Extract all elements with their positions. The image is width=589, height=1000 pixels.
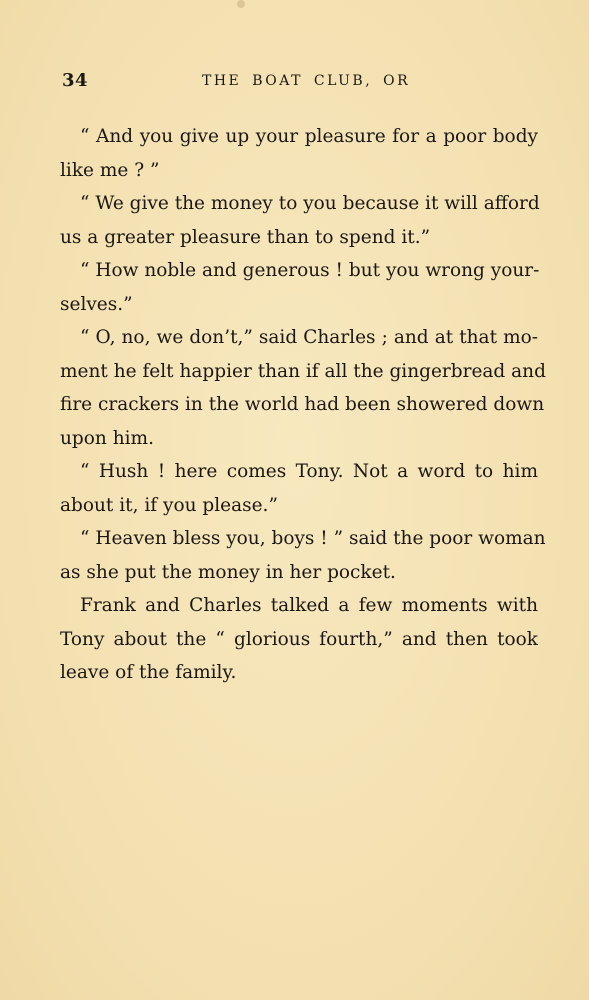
- text-line: leave of the family.: [60, 662, 237, 683]
- text-line: about it, if you please.”: [60, 494, 278, 516]
- text-line: upon him.: [60, 427, 154, 449]
- page-header: [62, 70, 542, 94]
- text-line: fire crackers in the world had been showered down: [60, 394, 545, 415]
- text-line: Frank and Charles talked a few moments with: [80, 595, 538, 616]
- text-line: “ Hush ! here comes Tony. Not a word to him: [80, 461, 538, 482]
- text-line: Tony about the “ glorious fourth,” and then took: [60, 628, 538, 650]
- page-blemish: [237, 0, 245, 8]
- text-line: as she put the money in her pocket.: [60, 561, 396, 583]
- text-line: “ How noble and generous ! but you wrong your-: [80, 260, 540, 281]
- text-line: “ O, no, we don’t,” said Charles ; and at that mo-: [80, 327, 538, 348]
- body-text: [60, 120, 546, 690]
- running-head: THE BOAT CLUB, OR: [202, 73, 411, 89]
- text-line: “ We give the money to you because it will afford: [80, 193, 540, 214]
- page-number: 34: [62, 70, 89, 91]
- text-line: like me ? ”: [60, 159, 160, 181]
- text-line: “ And you give up your pleasure for a poor body: [80, 126, 538, 147]
- text-line: ment he felt happier than if all the gingerbread and: [60, 360, 546, 382]
- text-line: us a greater pleasure than to spend it.”: [60, 226, 431, 248]
- text-line: “ Heaven bless you, boys ! ” said the poor woman: [80, 528, 546, 549]
- text-line: selves.”: [60, 293, 133, 315]
